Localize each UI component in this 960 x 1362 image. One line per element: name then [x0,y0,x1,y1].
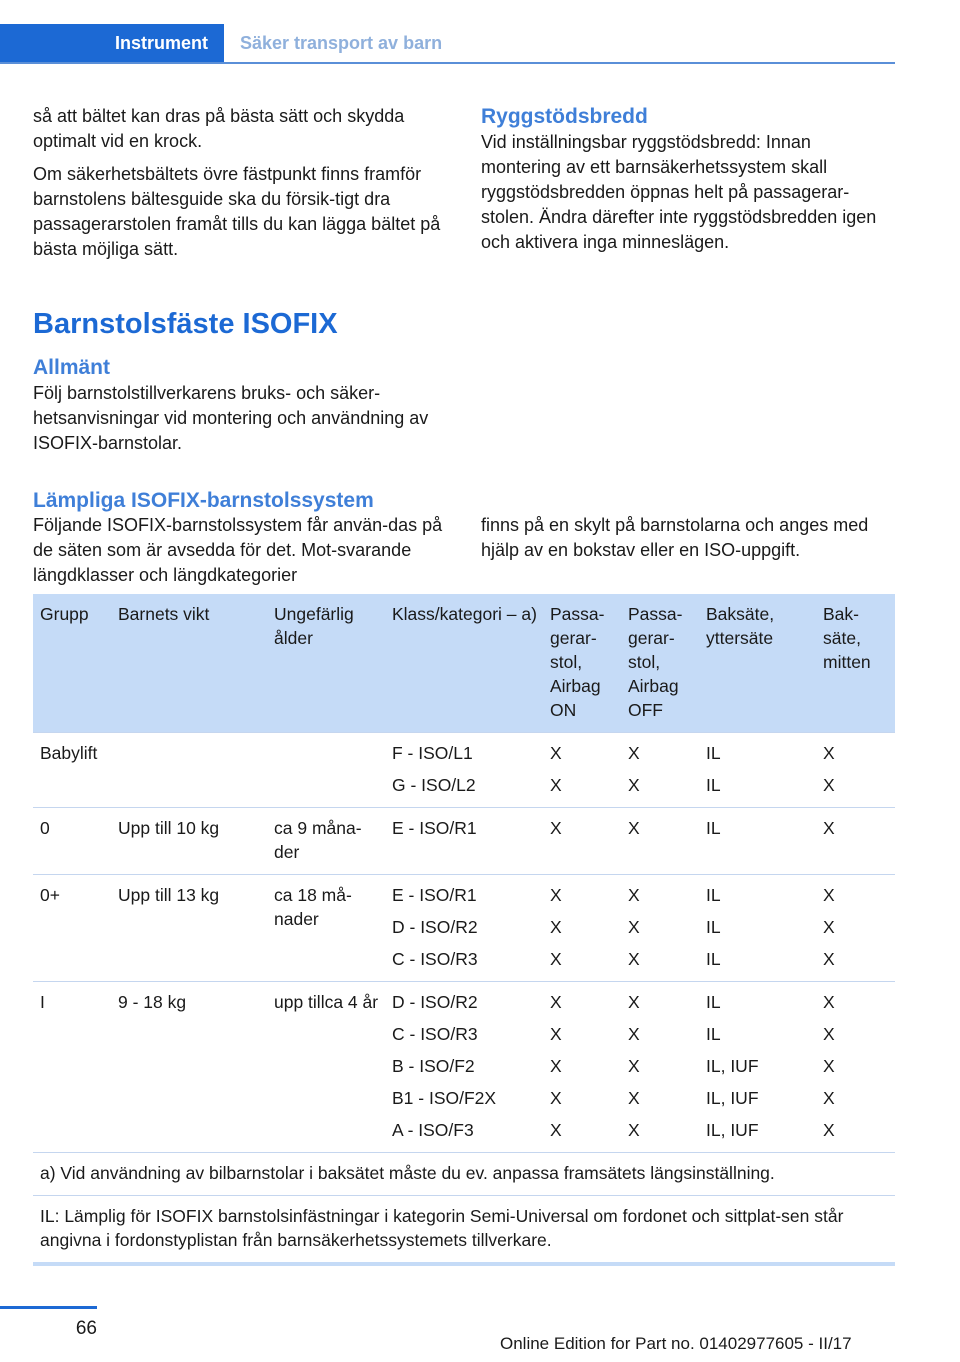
table-cell [699,733,816,808]
cell-line: X [823,818,835,838]
cell-line: X [823,1056,835,1076]
table-note-row [33,1196,895,1265]
cell-line: X [628,992,640,1012]
paragraph: Om säkerhetsbältets övre fästpunkt finns framför barnstolens bältesguide ska du försik-tigt dra passagerarstolen framåt tills du kan lägga bältet på bästa möjliga sätt. [33,164,441,259]
table-cell: ca 18 må-nader [267,875,385,982]
table-cell [621,808,699,875]
cell-line: X [550,1120,562,1140]
cell-line: X [550,992,562,1012]
cell-line: IL [706,885,721,905]
table-cell [816,982,895,1153]
cell-line: A - ISO/F3 [392,1120,474,1140]
column-header: Bak-säte, mitten [816,594,895,733]
table-cell [621,875,699,982]
cell-line: X [628,949,640,969]
cell-line: X [550,743,562,763]
right-column-intro [481,104,895,263]
left-column-intro [33,104,443,270]
cell-line: X [628,743,640,763]
table-cell [699,808,816,875]
cell-line: B1 - ISO/F2X [392,1088,497,1108]
cell-line: X [550,1024,562,1044]
cell-line: X [550,1056,562,1076]
cell-line: X [823,1120,835,1140]
section-heading: Allmänt [33,356,111,379]
paragraph: Följande ISOFIX-barnstolssystem får använ-das på de säten som är avsedda för det. Mot-svarande längdklasser och längdkategorier [33,515,443,585]
paragraph: så att bältet kan dras på bästa sätt och skydda optimalt vid en krock. [33,106,405,151]
cell-line: B - ISO/F2 [392,1056,475,1076]
cell-line: X [823,775,835,795]
cell-line: IL [706,992,721,1012]
isofix-left-text [33,513,443,596]
cell-line: X [823,1024,835,1044]
cell-line: C - ISO/R3 [392,1024,478,1044]
table-cell [699,875,816,982]
cell-line: D - ISO/R2 [392,992,478,1012]
cell-line: IL [706,1024,721,1044]
table-cell: 0 [33,808,111,875]
table-cell [621,733,699,808]
cell-line: X [823,885,835,905]
tab-instrument[interactable]: Instrument [0,24,224,62]
cell-line: X [628,1088,640,1108]
page-number: 66 [75,1318,97,1339]
cell-line: IL, IUF [706,1088,759,1108]
cell-line: X [628,818,640,838]
table-note: a) Vid användning av bilbarnstolar i baksätet måste du ev. anpassa framsätets längsinställning. [33,1153,895,1196]
table-cell [543,808,621,875]
column-header: Ungefärlig ålder [267,594,385,733]
section-heading: Lämpliga ISOFIX-barnstolssystem [33,489,374,512]
tab-child-safety[interactable]: Säker transport av barn [240,32,443,53]
table-note-row [33,1153,895,1196]
column-header: Passa-gerar-stol, Airbag ON [543,594,621,733]
header-tabbar [0,24,895,64]
table-cell [816,808,895,875]
cell-line: IL [706,917,721,937]
cell-line: X [823,917,835,937]
cell-line: E - ISO/R1 [392,885,477,905]
cell-line: X [823,949,835,969]
cell-line: X [550,885,562,905]
cell-line: X [550,917,562,937]
cell-line: IL [706,743,721,763]
column-header: Baksäte, yttersäte [699,594,816,733]
cell-line: E - ISO/R1 [392,818,477,838]
cell-line: X [550,818,562,838]
table-cell: Upp till 13 kg [111,875,267,982]
cell-line: C - ISO/R3 [392,949,478,969]
table-row [33,733,895,808]
cell-line: X [823,743,835,763]
general-section [33,355,453,464]
table-cell: upp tillca 4 år [267,982,385,1153]
table-cell [816,875,895,982]
table-cell [111,733,267,808]
table-cell [385,733,543,808]
cell-line: X [628,1056,640,1076]
isofix-table [33,594,895,1266]
cell-line: F - ISO/L1 [392,743,473,763]
isofix-section [33,488,895,514]
table-cell [543,982,621,1153]
paragraph: Följ barnstolstillverkarens bruks- och säker-hetsanvisningar vid montering och användning av ISOFIX-barnstolar. [33,383,429,453]
column-header: Passa-gerar-stol, Airbag OFF [621,594,699,733]
cell-line: X [628,1120,640,1140]
cell-line: IL, IUF [706,1056,759,1076]
table-note: IL: Lämplig för ISOFIX barnstolsinfästningar i kategorin Semi-Universal om fordonet och sittplat-sen står angivna i fordonstyplistan från barnsäkerhetssystemets tillverkare. [33,1196,895,1265]
page-number-bar [0,1306,97,1309]
cell-line: X [628,885,640,905]
isofix-right-text [481,513,895,571]
table-header-row [33,594,895,733]
page-title: Barnstolsfäste ISOFIX [33,308,338,340]
cell-line: X [628,1024,640,1044]
cell-line: G - ISO/L2 [392,775,476,795]
table-cell: 0+ [33,875,111,982]
table-cell: Upp till 10 kg [111,808,267,875]
paragraph: finns på en skylt på barnstolarna och anges med hjälp av en bokstav eller en ISO-uppgift. [481,515,869,560]
cell-line: IL [706,818,721,838]
column-header: Klass/kategori – a) [385,594,543,733]
table-cell [385,808,543,875]
cell-line: IL, IUF [706,1120,759,1140]
cell-line: IL [706,949,721,969]
table-cell: I [33,982,111,1153]
cell-line: D - ISO/R2 [392,917,478,937]
table-cell [385,875,543,982]
column-header: Barnets vikt [111,594,267,733]
table-cell [621,982,699,1153]
table-cell [543,875,621,982]
table-cell: Babylift [33,733,111,808]
table-cell: 9 - 18 kg [111,982,267,1153]
table-cell [816,733,895,808]
table-cell [543,733,621,808]
table-cell [699,982,816,1153]
table-cell: ca 9 måna-der [267,808,385,875]
table-row [33,982,895,1153]
cell-line: X [823,1088,835,1108]
table-cell [267,733,385,808]
cell-line: X [628,917,640,937]
table-cell [385,982,543,1153]
cell-line: IL [706,775,721,795]
column-header: Grupp [33,594,111,733]
cell-line: X [550,1088,562,1108]
table-row [33,875,895,982]
paragraph: Vid inställningsbar ryggstödsbredd: Innan montering av ett barnsäkerhetssystem skall ryggstödsbredden öppnas helt på passagerar-stolen. Ändra därefter inte ryggstödsbredden igen och aktivera inga minneslägen. [481,132,877,252]
section-heading: Ryggstödsbredd [481,105,648,128]
cell-line: X [550,775,562,795]
cell-line: X [628,775,640,795]
cell-line: X [550,949,562,969]
cell-line: X [823,992,835,1012]
footer-edition: Online Edition for Part no. 01402977605 - II/17 [500,1334,852,1353]
table-row [33,808,895,875]
